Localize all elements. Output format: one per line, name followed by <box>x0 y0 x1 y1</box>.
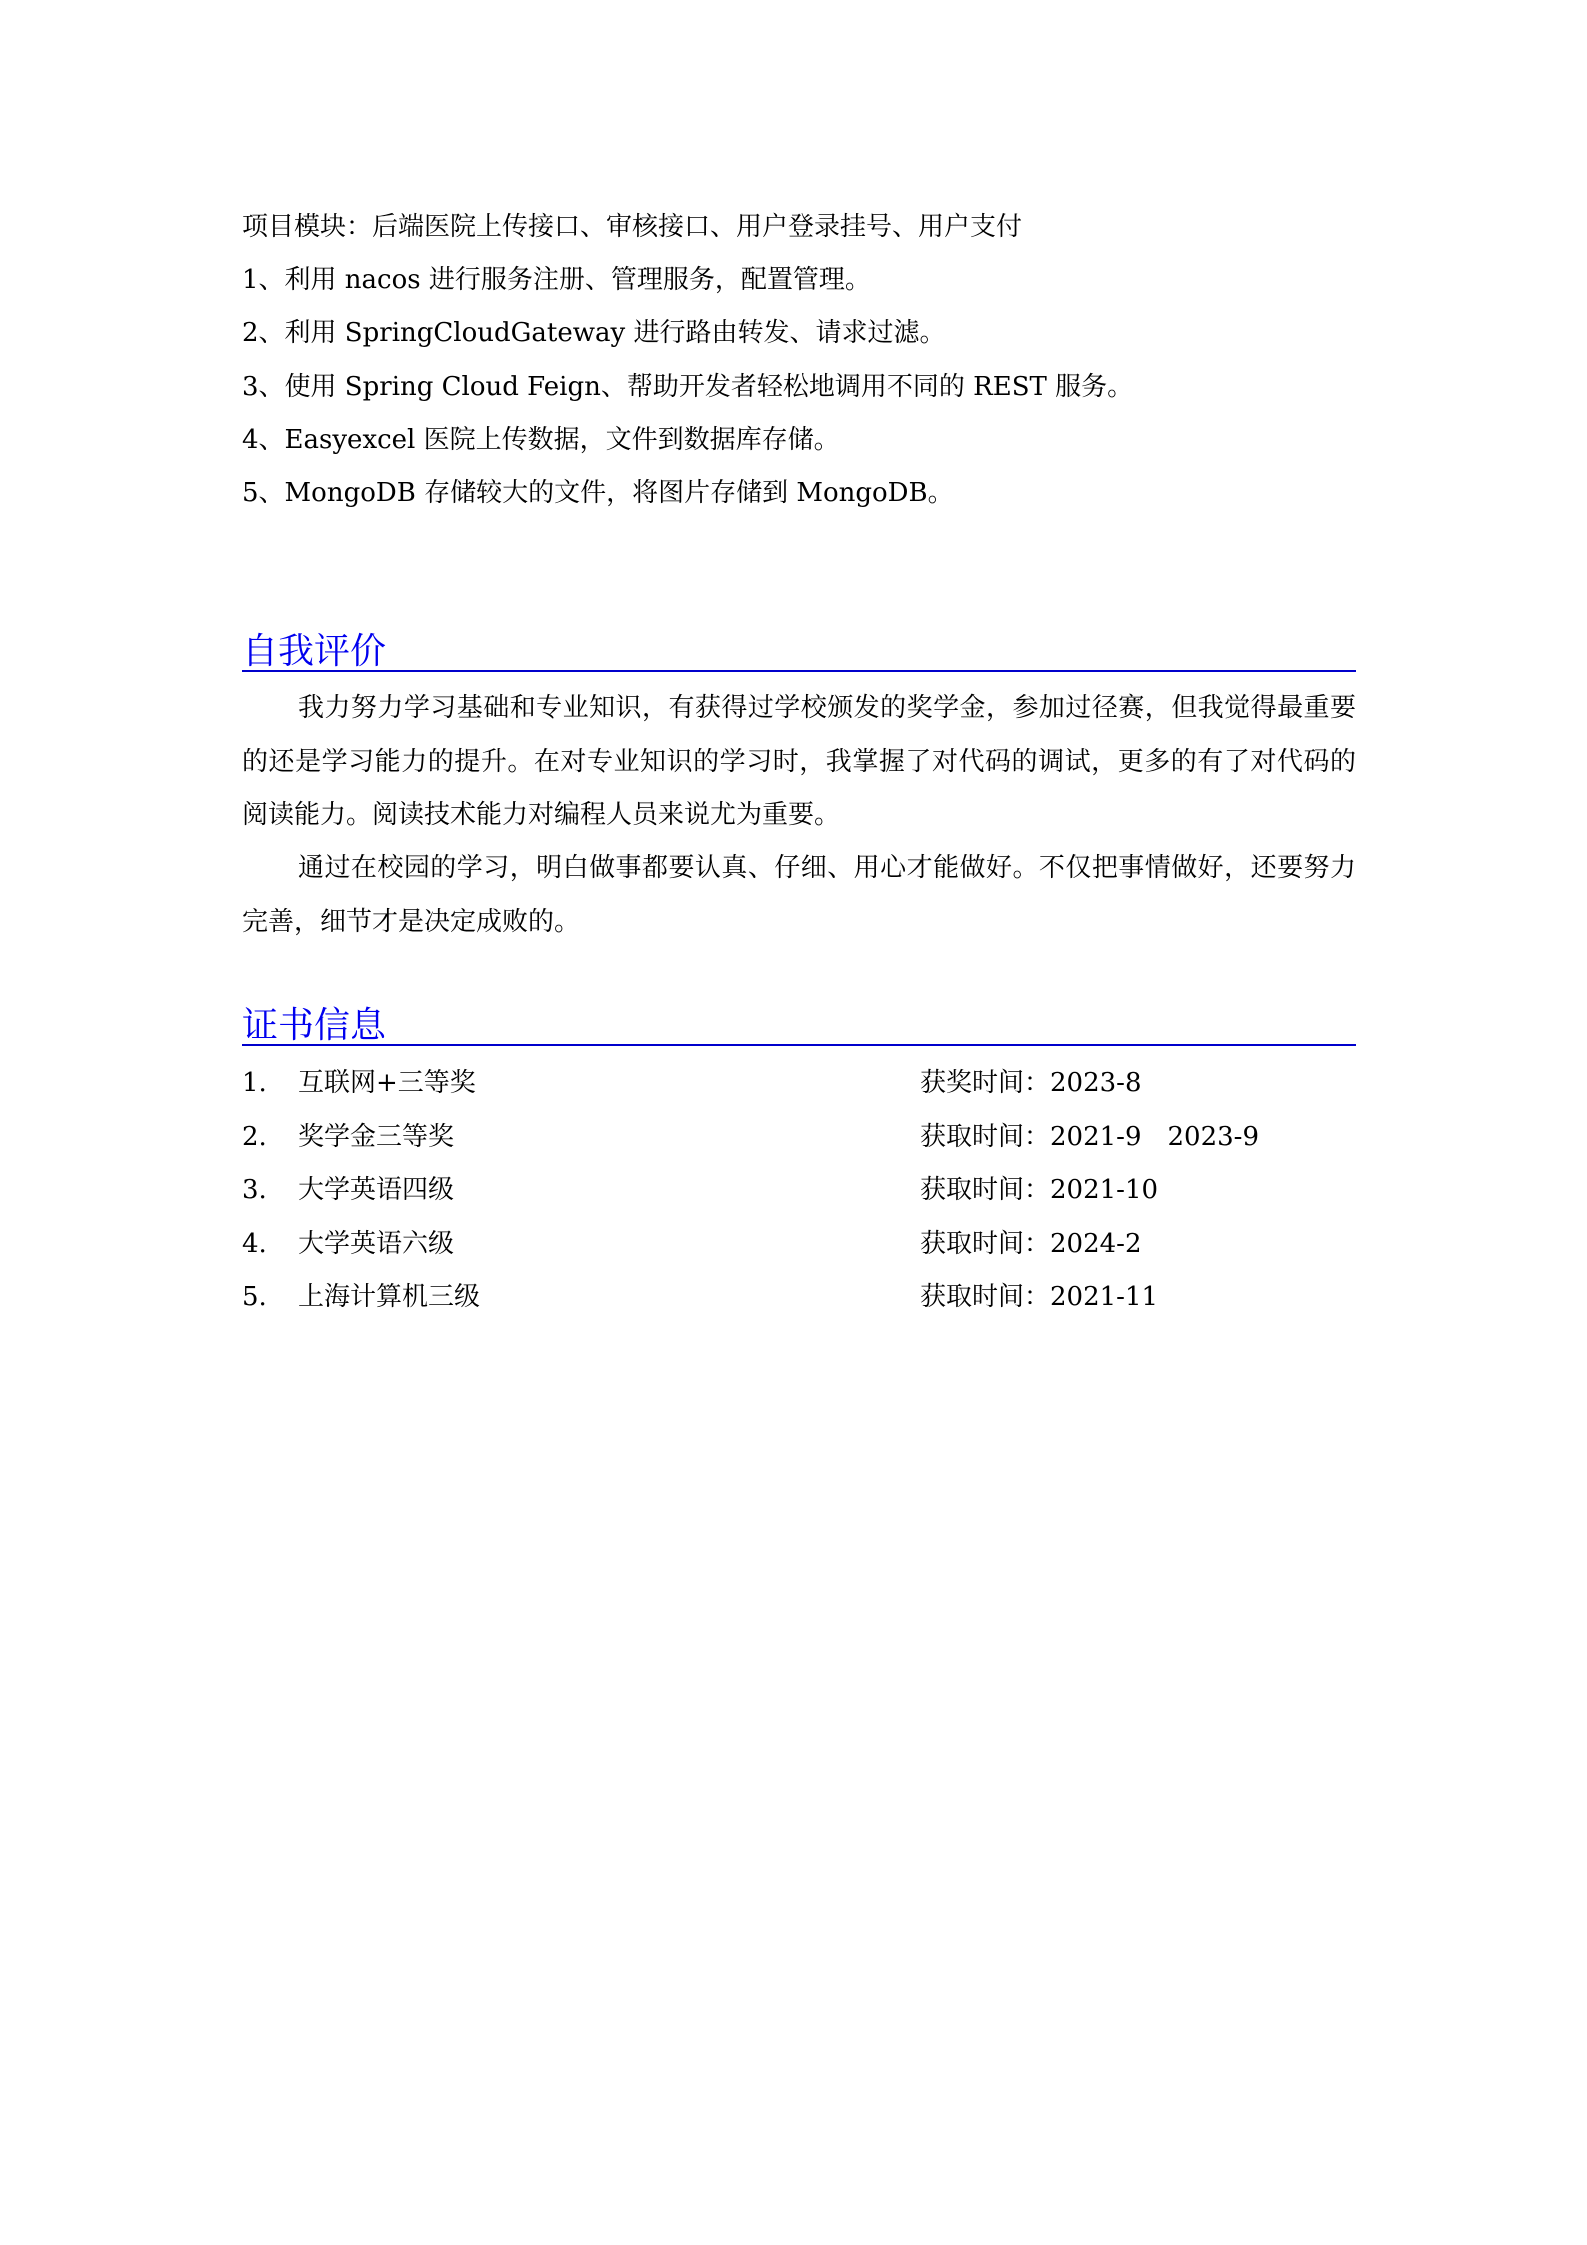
certificate-time: 获奖时间：2023-8 <box>920 1068 1142 1098</box>
certificates-title: 证书信息 <box>242 1005 387 1046</box>
project-item-3: 3、使用 Spring Cloud Feign、帮助开发者轻松地调用不同的 REST 服务。 <box>242 372 1134 402</box>
certificate-row <box>242 1280 1356 1314</box>
certificate-name: 上海计算机三级 <box>298 1282 481 1312</box>
self-evaluation-heading <box>242 624 1356 672</box>
project-item-2: 2、利用 SpringCloudGateway 进行路由转发、请求过滤。 <box>242 318 946 348</box>
self-evaluation-paragraph-1: 我力努力学习基础和专业知识，有获得过学校颁发的奖学金，参加过径赛，但我觉得最重要的还是学习能力的提升。在对专业知识的学习时，我掌握了对代码的调试，更多的有了对代码的阅读能力。阅读技术能力对编程人员来说尤为重要。 <box>242 693 1356 830</box>
project-item-4: 4、Easyexcel 医院上传数据，文件到数据库存储。 <box>242 425 840 455</box>
project-modules-line: 项目模块：后端医院上传接口、审核接口、用户登录挂号、用户支付 <box>242 212 1023 242</box>
resume-page <box>242 0 1356 2245</box>
certificate-time: 获取时间：2024-2 <box>920 1229 1142 1259</box>
certificate-number: 2. <box>242 1122 267 1152</box>
certificate-number: 3. <box>242 1175 267 1205</box>
certificate-number: 5. <box>242 1282 267 1312</box>
self-evaluation-paragraph-2: 通过在校园的学习，明白做事都要认真、仔细、用心才能做好。不仅把事情做好，还要努力完善，细节才是决定成败的。 <box>242 853 1356 937</box>
certificate-time: 获取时间：2021-11 <box>920 1282 1159 1312</box>
project-item-1: 1、利用 nacos 进行服务注册、管理服务，配置管理。 <box>242 265 871 295</box>
certificate-name: 奖学金三等奖 <box>298 1122 455 1152</box>
certificate-row <box>242 1066 1356 1100</box>
certificate-row <box>242 1120 1356 1154</box>
certificate-name: 互联网+三等奖 <box>298 1068 476 1098</box>
certificate-row <box>242 1227 1356 1261</box>
certificate-number: 1. <box>242 1068 267 1098</box>
certificate-number: 4. <box>242 1229 267 1259</box>
certificate-row <box>242 1173 1356 1207</box>
certificates-heading <box>242 998 1356 1046</box>
project-item-5: 5、MongoDB 存储较大的文件，将图片存储到 MongoDB。 <box>242 478 954 508</box>
certificate-name: 大学英语四级 <box>298 1175 455 1205</box>
certificate-name: 大学英语六级 <box>298 1229 455 1259</box>
self-evaluation-title: 自我评价 <box>242 631 387 672</box>
certificate-time: 获取时间：2021-10 <box>920 1175 1159 1205</box>
certificate-time: 获取时间：2021-9 2023-9 <box>920 1122 1259 1152</box>
